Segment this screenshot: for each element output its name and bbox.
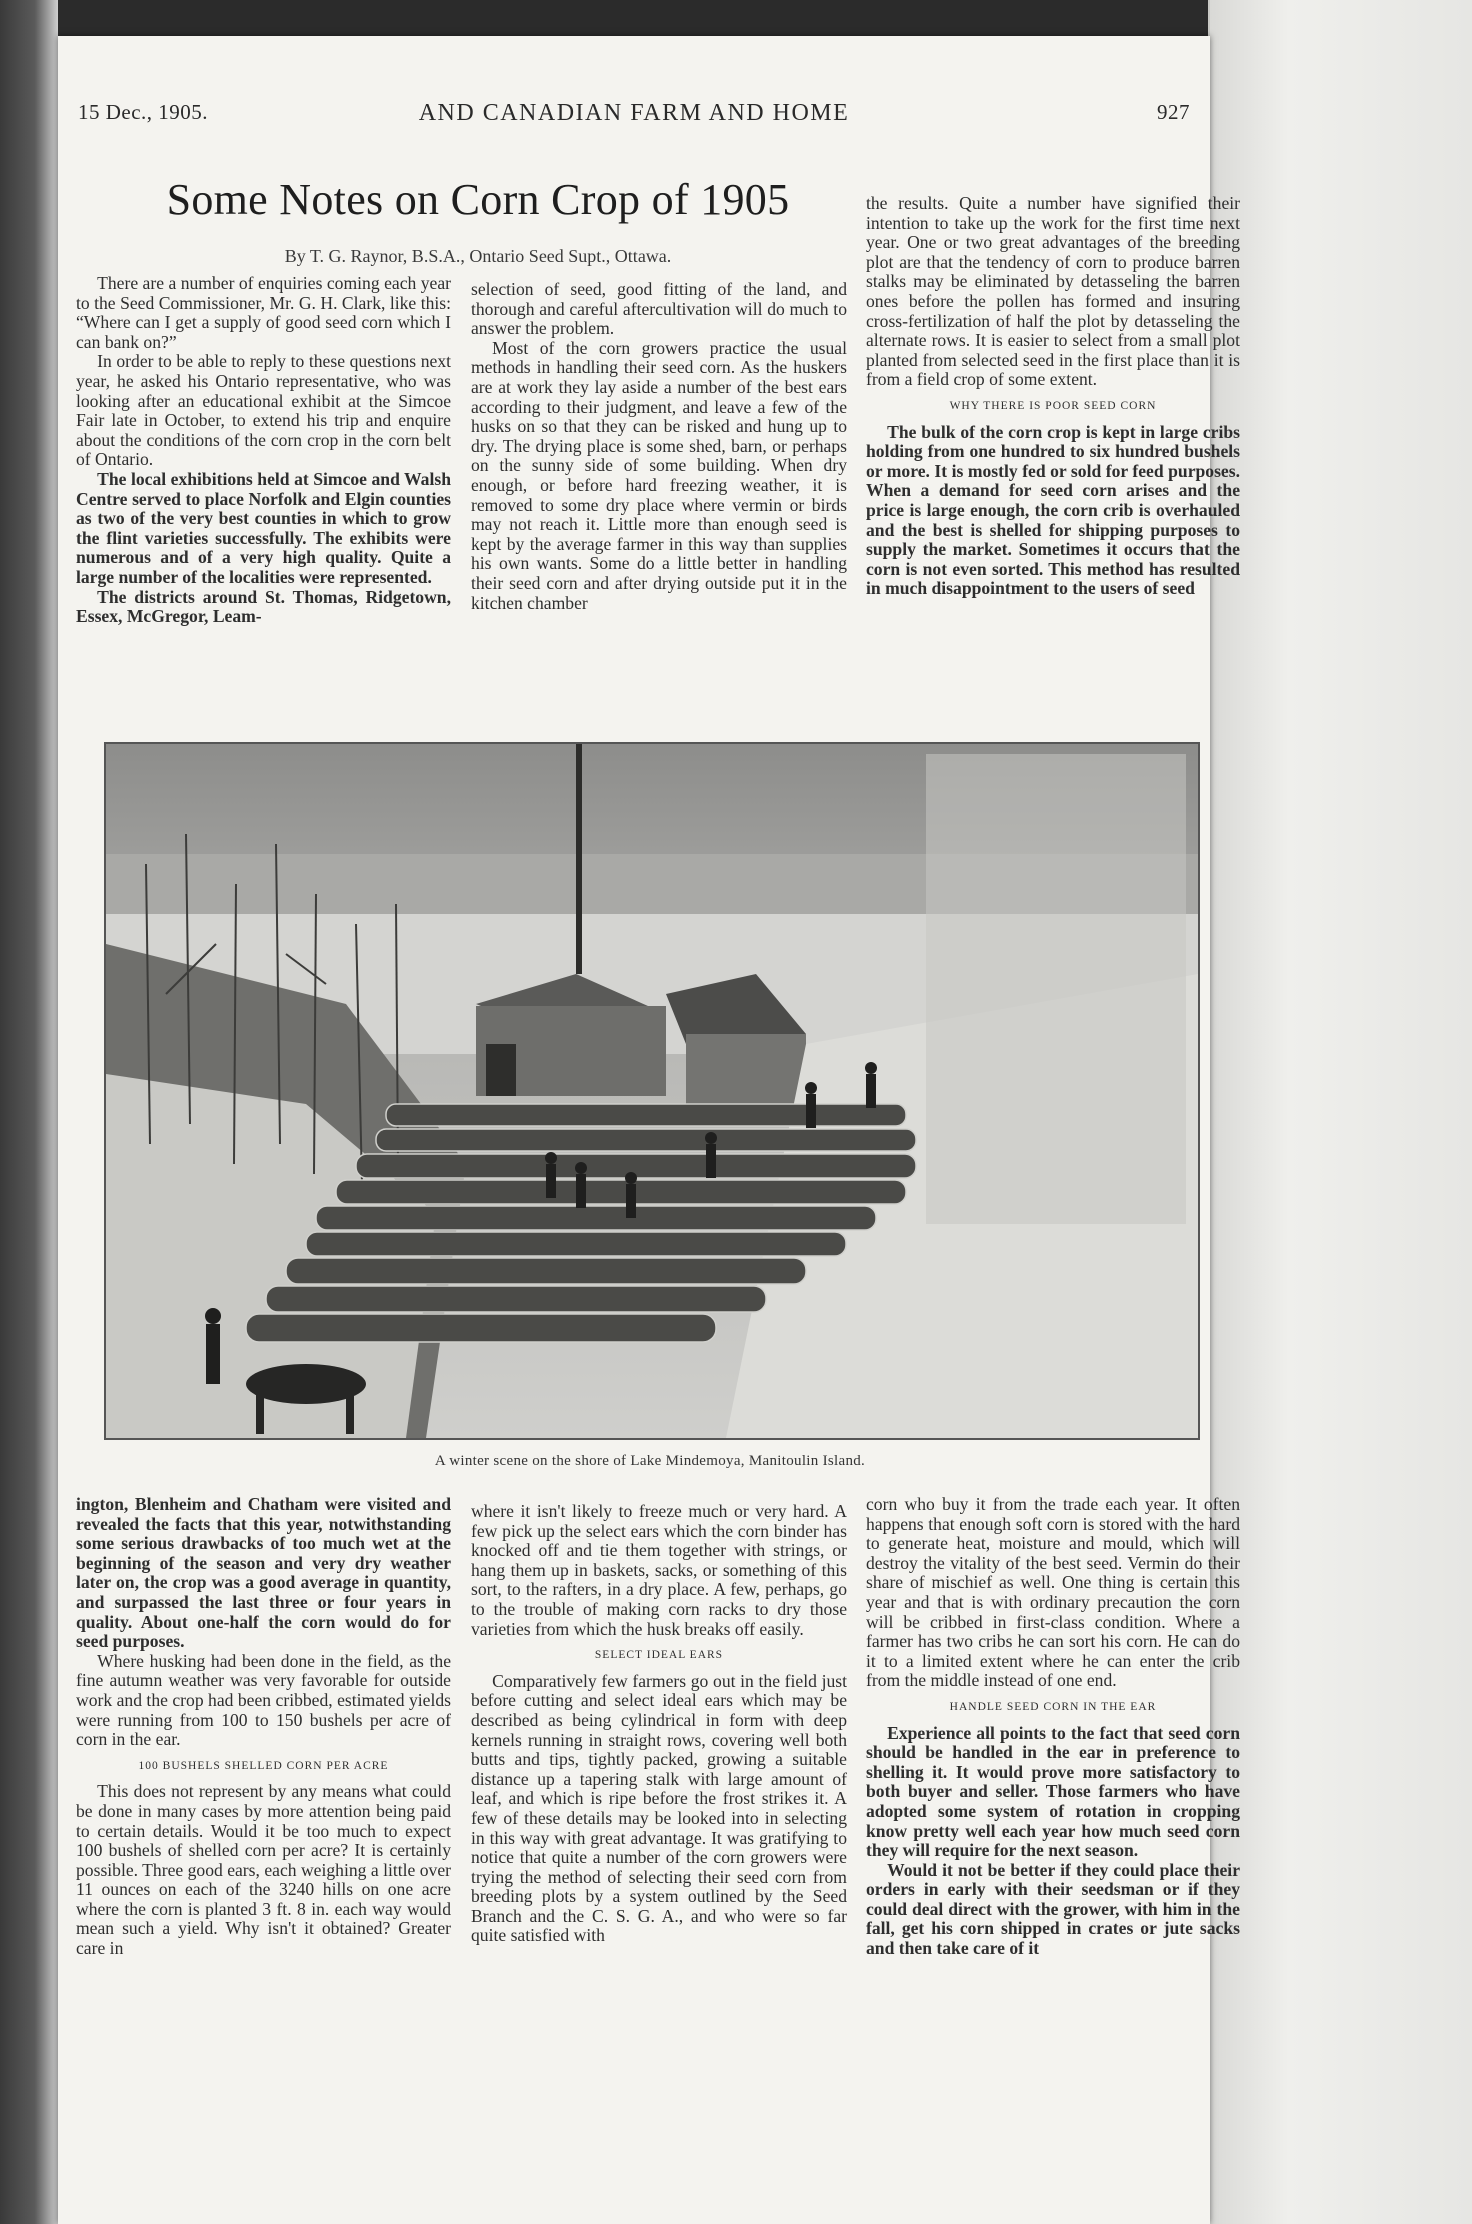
section-subhead: SELECT IDEAL EARS xyxy=(594,1649,724,1662)
scan-border-left xyxy=(0,0,58,2224)
winter-scene-photo xyxy=(104,742,1200,1440)
paragraph: corn who buy it from the trade each year. It often happens that enough soft corn is stored with the hard to generate heat, moisture and mould, which will destroy the vitality of the best seed. Vermin do their share of mischief as well. One thing is certain this year and that is with ordinary precaution the corn will be cribbed in first-class condition. Where a farmer has two cribs he can sort his corn. He can do it to a limited extent where he can enter the crib from the middle instead of one end. xyxy=(866,1494,1240,1691)
column-3-bottom xyxy=(866,1495,1240,1959)
paragraph: where it isn't likely to freeze much or very hard. A few pick up the select ears which the corn binder has knocked off and tie them together with strings, or hang them up in baskets, sacks, or something of this sort, to the rafters, in a dry place. A few, perhaps, go to the trouble of making corn racks to dry those varieties from which the husk breaks off easily. xyxy=(471,1501,847,1639)
paragraph: the results. Quite a number have signified their intention to take up the work for the first time next year. One or two great advantages of the breeding plot are that the tendency of corn to produce barren stalks may be eliminated by detasseling the barren ones before the pollen has formed and insuring cross-fertilization of half the plot by detasseling the alternate rows. It is easier to select from a small plot planted from selected seed in the first place than it is from a field crop of some extent. xyxy=(866,193,1240,390)
column-2-top xyxy=(471,280,847,613)
article-title: Some Notes on Corn Crop of 1905 xyxy=(166,175,790,224)
paragraph: The local exhibitions held at Simcoe and Walsh Centre served to place Norfolk and Elgin counties as two of the very best counties in which to grow the flint varieties successfully. The exhibits were numerous and of a very high quality. Quite a large number of the localities were represented. xyxy=(76,468,451,587)
paragraph: ington, Blenheim and Chatham were visited and revealed the facts that this year, notwithstanding some serious drawbacks of too much wet at the beginning of the season and very dry weather later on, the crop was a good average in quantity, and surpassed the last three or four years in quality. About one-half the corn would do for seed purposes. xyxy=(76,1494,451,1652)
article-byline: By T. G. Raynor, B.S.A., Ontario Seed Supt., Ottawa. xyxy=(284,246,672,266)
column-2-bottom xyxy=(471,1502,847,1946)
column-1-top xyxy=(76,274,451,627)
photo-caption: A winter scene on the shore of Lake Mindemoya, Manitoulin Island. xyxy=(434,1453,866,1469)
section-subhead: HANDLE SEED CORN IN THE EAR xyxy=(949,1700,1157,1713)
photo-illustration xyxy=(106,744,1198,1438)
paragraph: Where husking had been done in the field, as the fine autumn weather was very favorable for outside work and the crop had been cribbed, estimated yields were running from 100 to 150 bushels per acre of corn in the ear. xyxy=(76,1650,451,1750)
scan-border-right xyxy=(1208,0,1472,2224)
paragraph: This does not represent by any means what could be done in many cases by more attention being paid to certain details. Would it be too much to expect 100 bushels of shelled corn per acre? It is certainly possible. Three good ears, each weighing a little over 11 ounces on each of the 3240 hills on one acre where the corn is planted 3 ft. 8 in. each way would mean such a yield. Why isn't it obtained? Greater care in xyxy=(76,1781,451,1959)
section-subhead: WHY THERE IS POOR SEED CORN xyxy=(949,399,1157,412)
page-number: 927 xyxy=(1157,100,1190,124)
paragraph: The bulk of the corn crop is kept in large cribs holding from one hundred to six hundred bushels or more. It is mostly fed or sold for feed purposes. When a demand for seed corn arises and the price is large enough, the corn crib is overhauled and the best is shelled for shipping purposes to supply the market. Sometimes it occurs that the corn is not even sorted. This method has resulted in much disappointment to the users of seed xyxy=(866,421,1240,599)
paragraph: In order to be able to reply to these questions next year, he asked his Ontario representative, who was looking after an educational exhibit at the Simcoe Fair late in October, to extend his trip and enquire about the conditions of the corn crop in the corn belt of Ontario. xyxy=(76,351,451,470)
issue-date: 15 Dec., 1905. xyxy=(78,100,209,124)
section-subhead: 100 BUSHELS SHELLED CORN PER ACRE xyxy=(138,1759,389,1772)
paragraph: selection of seed, good fitting of the land, and thorough and careful aftercultivation will do much to answer the problem. xyxy=(471,279,847,339)
paragraph: Most of the corn growers practice the usual methods in handling their seed corn. As the huskers are at work they lay aside a number of the best ears according to their judgment, and leave a few of the husks on so that they can be risked and hung up to dry. The drying place is some shed, barn, or perhaps on the sunny side of some building. When dry enough, or before hard freezing weather, it is removed to some dry place where vermin or birds may not reach it. Little more than enough seed is kept by the average farmer in this way than supplies his own wants. Some do a little better in handling their seed corn and after drying outside put it in the kitchen chamber xyxy=(471,337,847,613)
column-3-top xyxy=(866,194,1240,599)
page-header xyxy=(78,100,1190,136)
paragraph: Comparatively few farmers go out in the field just before cutting and select ideal ears which may be described as being cylindrical in form with deep kernels running in straight rows, covering well both butts and tips, tightly packed, growing a suitable distance up a tapering stalk with large amount of leaf, and which is ripe before the frost strikes it. A few of these details may be looked into in selecting in this way with great advantage. It was gratifying to notice that quite a number of the corn growers were trying the method of selecting their seed corn from breeding plots by a system outlined by the Seed Branch and the C. S. G. A., and who were so far quite satisfied with xyxy=(471,1670,847,1946)
paragraph: Would it not be better if they could place their orders in early with their seedsman or if they could deal direct with the grower, with him in the fall, get his corn shipped in crates or jute sacks and then take care of it xyxy=(866,1859,1240,1959)
paragraph: There are a number of enquiries coming each year to the Seed Commissioner, Mr. G. H. Clark, like this: “Where can I get a supply of good seed corn which I can bank on?” xyxy=(76,273,451,352)
column-1-bottom xyxy=(76,1495,451,1959)
paragraph: The districts around St. Thomas, Ridgetown, Essex, McGregor, Leam- xyxy=(76,586,451,627)
paragraph: Experience all points to the fact that seed corn should be handled in the ear in preference to shelling it. It would prove more satisfactory to both buyer and seller. Those farmers who have adopted some system of rotation in cropping know pretty well each year how much seed corn they will require for the next season. xyxy=(866,1722,1240,1861)
newspaper-page xyxy=(58,36,1240,2224)
masthead: AND CANADIAN FARM AND HOME xyxy=(418,100,850,126)
